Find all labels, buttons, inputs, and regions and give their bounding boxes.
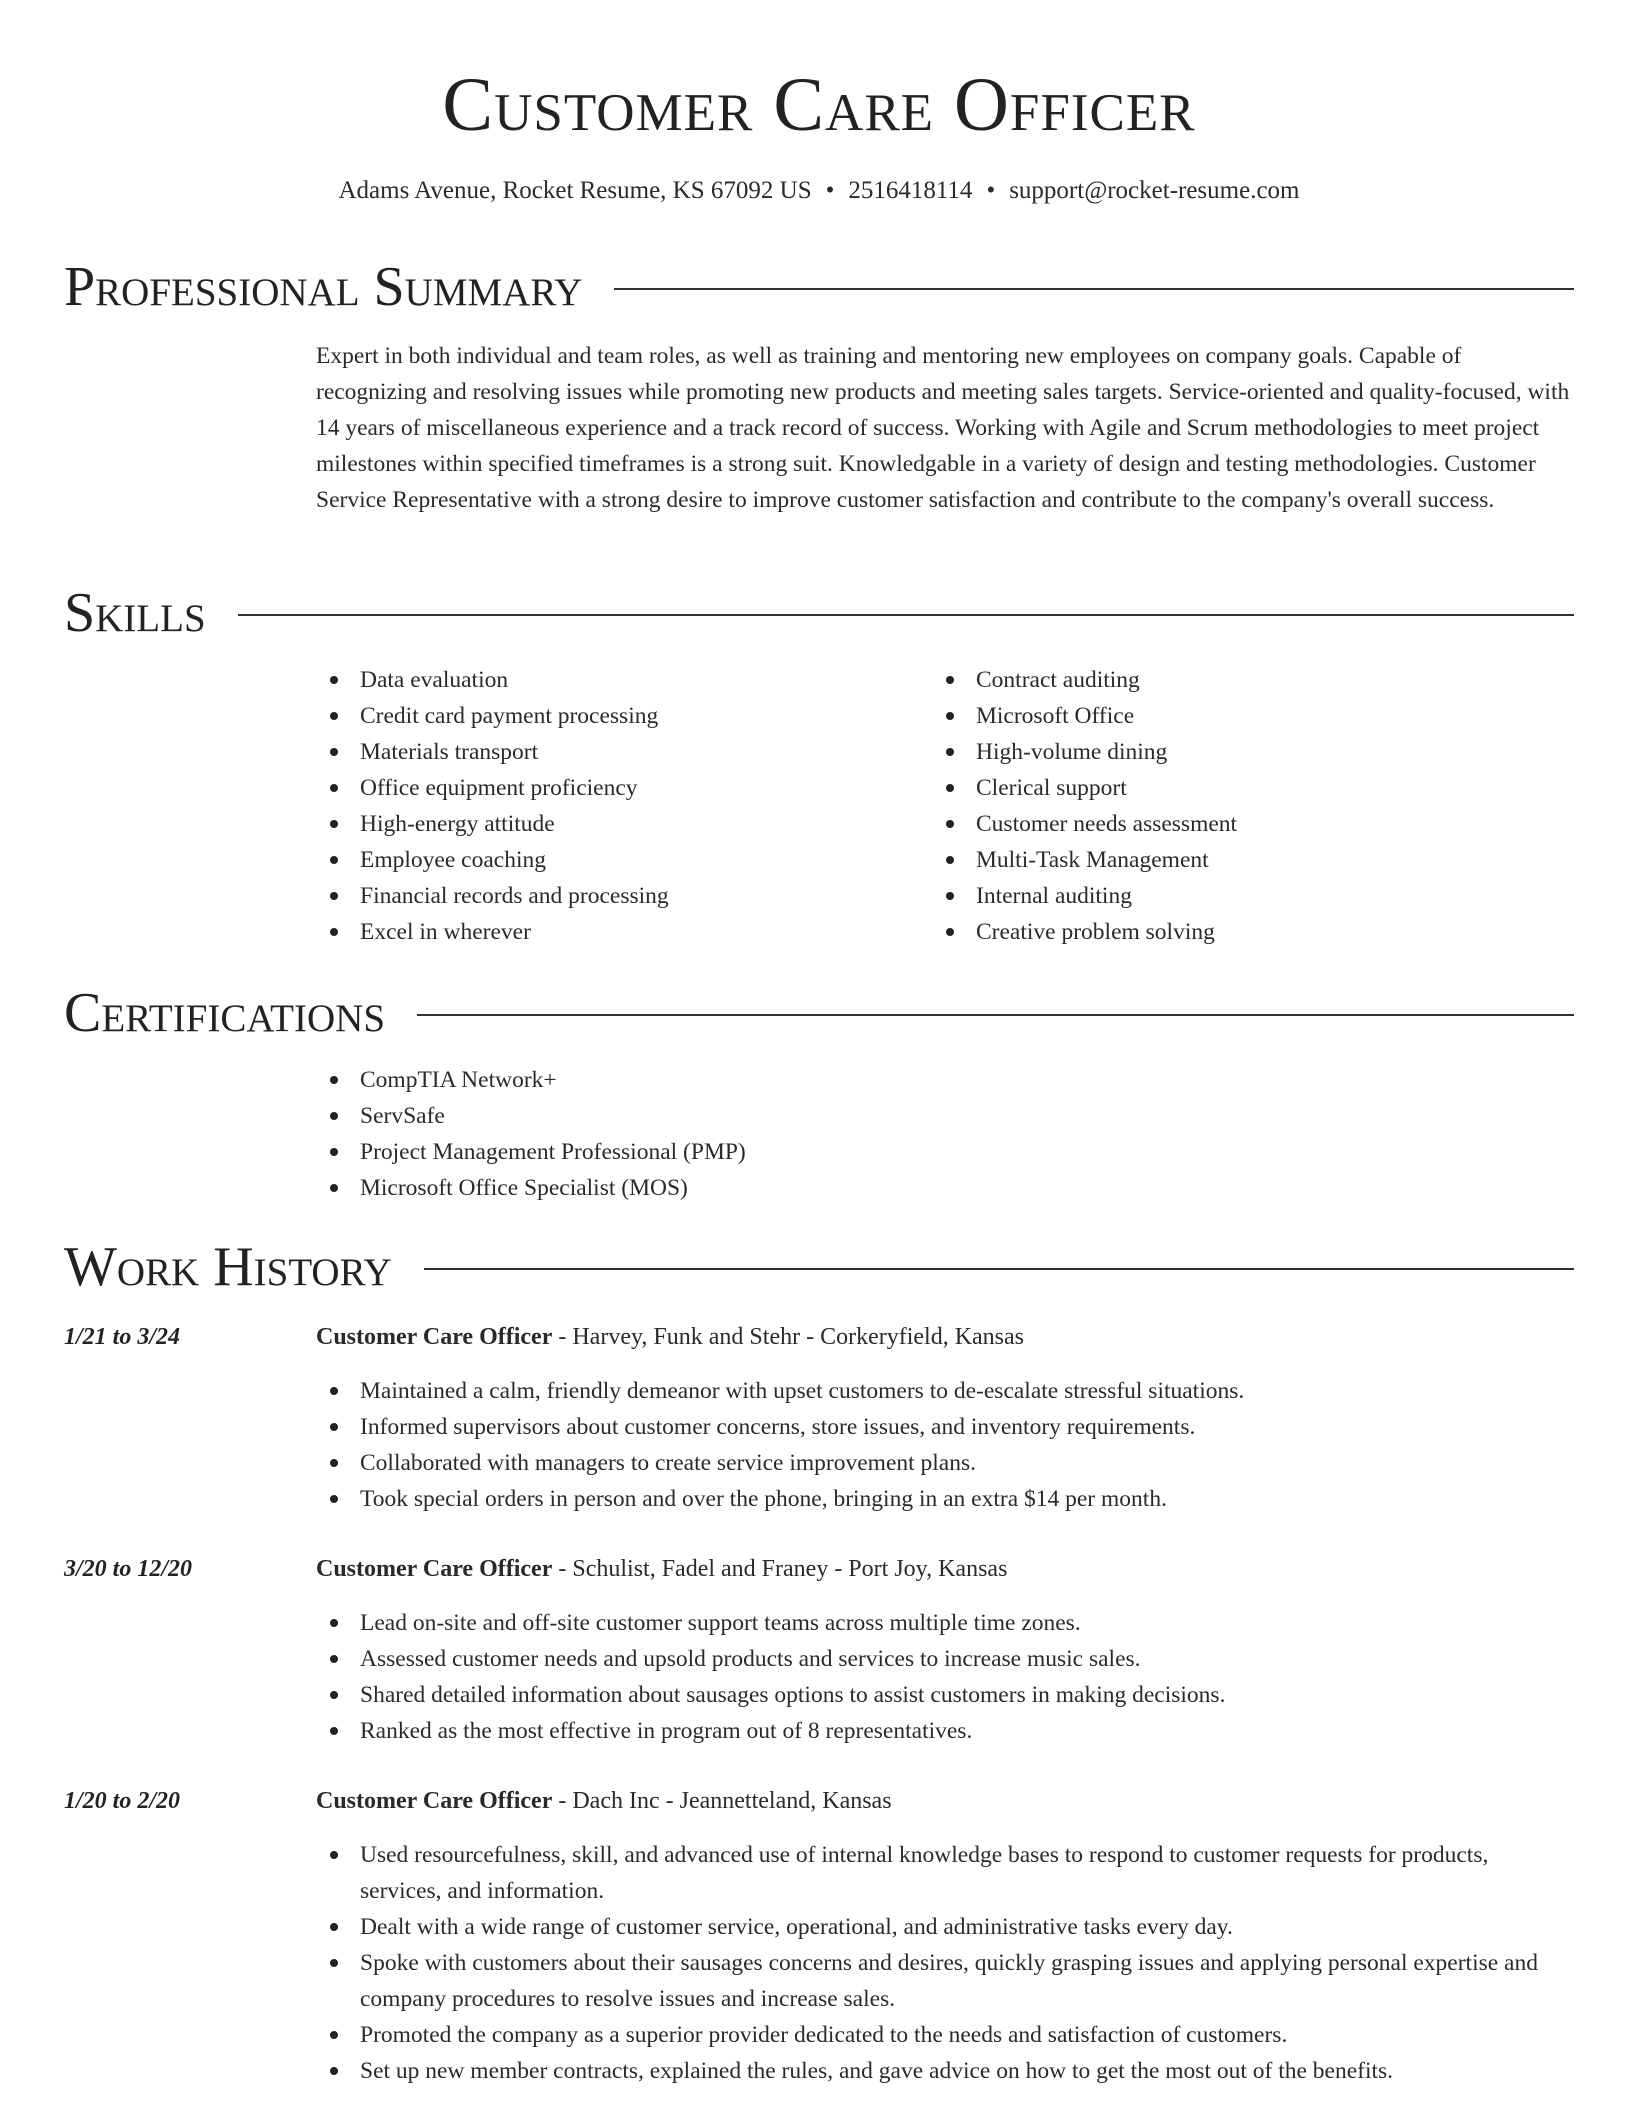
job-bullet-item: Assessed customer needs and upsold products and services to increase music sales. bbox=[316, 1641, 1574, 1677]
skills-list-left bbox=[316, 662, 916, 950]
contact-address: Adams Avenue, Rocket Resume, KS 67092 US bbox=[338, 177, 812, 204]
contact-separator: • bbox=[825, 177, 835, 204]
skill-item: Contract auditing bbox=[932, 662, 1532, 698]
bullet-icon bbox=[330, 856, 338, 864]
summary-text: Expert in both individual and team roles, as well as training and mentoring new employees on company goals. Capable of recognizing and resolving issues while promoting new products and meeting sales targets. Service-oriented and quality-focused, with 14 years of miscellaneous experience and a track record of success. Working with Agile and Scrum methodologies to meet project milestones within specified timeframes is a strong suit. Knowledgable in a variety of design and testing methodologies. Customer Service Representative with a strong desire to improve customer satisfaction and contribute to the company's overall success. bbox=[316, 343, 1570, 513]
bullet-icon bbox=[330, 2031, 338, 2039]
bullet-icon bbox=[330, 748, 338, 756]
bullet-icon bbox=[330, 1619, 338, 1627]
bullet-icon bbox=[946, 928, 954, 936]
skill-item: High-volume dining bbox=[932, 734, 1532, 770]
bullet-icon bbox=[330, 1459, 338, 1467]
job-bullet-item: Informed supervisors about customer concerns, store issues, and inventory requirements. bbox=[316, 1409, 1574, 1445]
bullet-icon bbox=[946, 784, 954, 792]
skill-item: High-energy attitude bbox=[316, 806, 916, 842]
certification-item: CompTIA Network+ bbox=[316, 1062, 1574, 1098]
job-dates: 1/20 to 2/20 bbox=[64, 1788, 181, 1814]
skill-item: Multi-Task Management bbox=[932, 842, 1532, 878]
job-bullet-item: Dealt with a wide range of customer service, operational, and administrative tasks every day. bbox=[316, 1909, 1574, 1945]
bullet-icon bbox=[330, 820, 338, 828]
job-bullet-item: Took special orders in person and over the phone, bringing in an extra $14 per month. bbox=[316, 1481, 1574, 1517]
job-employer: - Harvey, Funk and Stehr - Corkeryfield, Kansas bbox=[552, 1324, 1025, 1350]
job-bullets bbox=[316, 1373, 1574, 1517]
bullet-icon bbox=[330, 784, 338, 792]
resume-name: Customer Care Officer bbox=[442, 63, 1196, 147]
job-bullets bbox=[316, 1605, 1574, 1749]
skill-item: Employee coaching bbox=[316, 842, 916, 878]
job-heading bbox=[316, 1319, 1574, 1355]
summary-section-title: Professional Summary bbox=[64, 256, 583, 318]
certification-item: Microsoft Office Specialist (MOS) bbox=[316, 1170, 1574, 1206]
bullet-icon bbox=[330, 1112, 338, 1120]
bullet-icon bbox=[330, 1959, 338, 1967]
skills-list-right bbox=[932, 662, 1532, 950]
bullet-icon bbox=[330, 712, 338, 720]
job-role: Customer Care Officer bbox=[316, 1324, 553, 1350]
skill-item: Microsoft Office bbox=[932, 698, 1532, 734]
section-divider bbox=[417, 1014, 1574, 1016]
bullet-icon bbox=[330, 1655, 338, 1663]
job-bullet-item: Collaborated with managers to create service improvement plans. bbox=[316, 1445, 1574, 1481]
contact-line bbox=[64, 174, 1574, 208]
job-bullet-item: Maintained a calm, friendly demeanor with upset customers to de-escalate stressful situations. bbox=[316, 1373, 1574, 1409]
job-role: Customer Care Officer bbox=[316, 1788, 553, 1814]
certifications-section-title: Certifications bbox=[64, 982, 386, 1044]
skills-section-header bbox=[64, 580, 1574, 646]
bullet-icon bbox=[330, 1148, 338, 1156]
bullet-icon bbox=[946, 712, 954, 720]
bullet-icon bbox=[330, 928, 338, 936]
job-bullet-item: Set up new member contracts, explained the rules, and gave advice on how to get the most out of the benefits. bbox=[316, 2053, 1574, 2089]
bullet-icon bbox=[946, 856, 954, 864]
job-employer: - Schulist, Fadel and Franey - Port Joy, Kansas bbox=[552, 1556, 1008, 1582]
bullet-icon bbox=[330, 1691, 338, 1699]
certification-item: Project Management Professional (PMP) bbox=[316, 1134, 1574, 1170]
bullet-icon bbox=[330, 892, 338, 900]
job-bullets bbox=[316, 1837, 1574, 2089]
job-heading bbox=[316, 1551, 1574, 1587]
skills-section-title: Skills bbox=[64, 582, 206, 644]
skill-item: Office equipment proficiency bbox=[316, 770, 916, 806]
skill-item: Materials transport bbox=[316, 734, 916, 770]
summary-section-header bbox=[64, 254, 1574, 320]
skill-item: Clerical support bbox=[932, 770, 1532, 806]
job-heading bbox=[316, 1783, 1574, 1819]
job-bullet-item: Used resourcefulness, skill, and advanced use of internal knowledge bases to respond to customer requests for products, services, and information. bbox=[316, 1837, 1574, 1909]
bullet-icon bbox=[330, 1387, 338, 1395]
job-bullet-item: Spoke with customers about their sausages concerns and desires, quickly grasping issues and applying personal expertise and company procedures to resolve issues and increase sales. bbox=[316, 1945, 1574, 2017]
skill-item: Internal auditing bbox=[932, 878, 1532, 914]
certification-item: ServSafe bbox=[316, 1098, 1574, 1134]
certifications-section-header bbox=[64, 980, 1574, 1046]
section-divider bbox=[424, 1268, 1574, 1270]
skill-item: Creative problem solving bbox=[932, 914, 1532, 950]
skill-item: Data evaluation bbox=[316, 662, 916, 698]
job-dates: 3/20 to 12/20 bbox=[64, 1556, 193, 1582]
contact-email: support@rocket-resume.com bbox=[1009, 177, 1300, 204]
skill-item: Excel in wherever bbox=[316, 914, 916, 950]
job-bullet-item: Promoted the company as a superior provider dedicated to the needs and satisfaction of customers. bbox=[316, 2017, 1574, 2053]
bullet-icon bbox=[330, 1727, 338, 1735]
contact-phone: 2516418114 bbox=[848, 177, 973, 204]
bullet-icon bbox=[330, 1184, 338, 1192]
bullet-icon bbox=[330, 1851, 338, 1859]
bullet-icon bbox=[946, 748, 954, 756]
job-employer: - Dach Inc - Jeannetteland, Kansas bbox=[552, 1788, 892, 1814]
bullet-icon bbox=[330, 2067, 338, 2075]
certifications-list bbox=[316, 1062, 1574, 1206]
bullet-icon bbox=[330, 676, 338, 684]
bullet-icon bbox=[330, 1423, 338, 1431]
bullet-icon bbox=[946, 892, 954, 900]
skill-item: Financial records and processing bbox=[316, 878, 916, 914]
bullet-icon bbox=[946, 676, 954, 684]
job-dates: 1/21 to 3/24 bbox=[64, 1324, 181, 1350]
skill-item: Credit card payment processing bbox=[316, 698, 916, 734]
section-divider bbox=[238, 614, 1574, 616]
job-bullet-item: Ranked as the most effective in program out of 8 representatives. bbox=[316, 1713, 1574, 1749]
job-role: Customer Care Officer bbox=[316, 1556, 553, 1582]
job-bullet-item: Lead on-site and off-site customer support teams across multiple time zones. bbox=[316, 1605, 1574, 1641]
bullet-icon bbox=[330, 1923, 338, 1931]
bullet-icon bbox=[946, 820, 954, 828]
section-divider bbox=[614, 288, 1574, 290]
bullet-icon bbox=[330, 1076, 338, 1084]
contact-separator: • bbox=[986, 177, 996, 204]
work-history-section-header bbox=[64, 1234, 1574, 1300]
skill-item: Customer needs assessment bbox=[932, 806, 1532, 842]
work-history-section-title: Work History bbox=[64, 1236, 392, 1298]
bullet-icon bbox=[330, 1495, 338, 1503]
job-bullet-item: Shared detailed information about sausages options to assist customers in making decisions. bbox=[316, 1677, 1574, 1713]
